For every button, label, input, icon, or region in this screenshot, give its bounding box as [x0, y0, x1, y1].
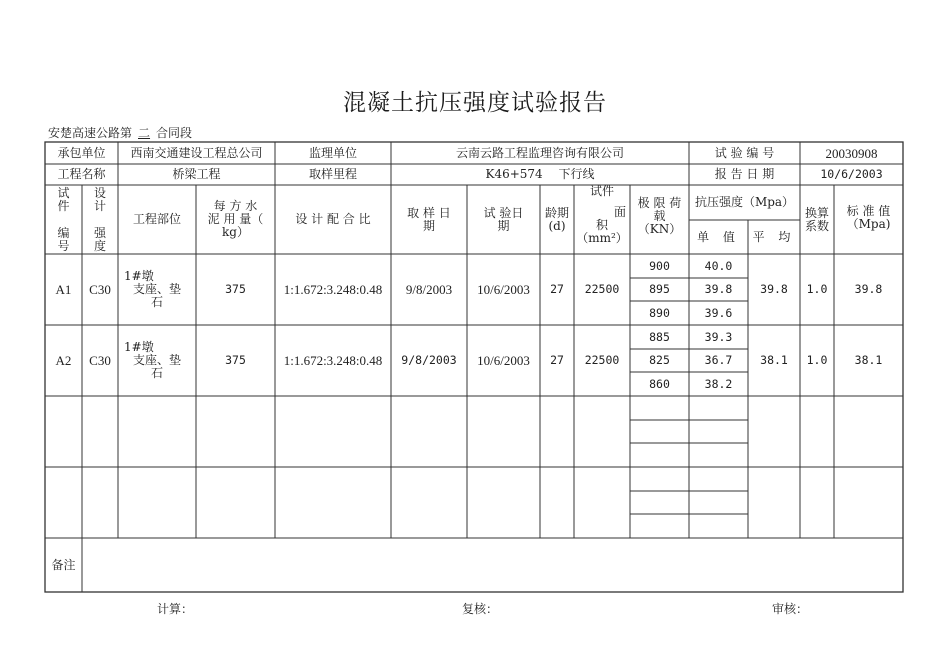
project-value: 桥梁工程: [172, 167, 221, 181]
header-cement: 每 方 水 泥 用 量（ kg）: [207, 199, 264, 239]
header-mix-ratio: 设 计 配 合 比: [295, 212, 371, 226]
row1-specimen: A1: [55, 282, 72, 297]
row1-cement: 375: [225, 282, 246, 296]
row1-average: 39.8: [760, 282, 788, 296]
report-date-value: 10/6/2003: [820, 167, 883, 181]
row1-load-2: 895: [649, 282, 670, 296]
test-no-value: 20030908: [825, 145, 878, 161]
row1-sample-date: 9/8/2003: [405, 282, 453, 297]
header-average: 平 均: [752, 229, 796, 244]
row1-load-1: 900: [649, 258, 670, 273]
header-age: 龄期 (d): [544, 205, 569, 233]
header-load: 极 限 荷 载 （KN）: [637, 196, 682, 236]
row2-load-2: 825: [649, 353, 670, 367]
row1-factor: 1.0: [806, 282, 828, 296]
row2-age: 27: [550, 353, 564, 367]
row2-specimen: A2: [55, 353, 72, 368]
row2-factor: 1.0: [806, 353, 828, 367]
footer-review: 审核：: [772, 602, 809, 616]
mileage-label: 取样里程: [308, 167, 357, 181]
row1-test-date: 10/6/2003: [477, 282, 530, 297]
row1-age: 27: [550, 282, 564, 296]
report-title: 混凝土抗压强度试验报告: [343, 90, 607, 116]
row2-area: 22500: [584, 353, 620, 367]
contract-suffix: 合同段: [156, 126, 193, 140]
contractor-value: 西南交通建设工程总公司: [130, 145, 263, 160]
row2-average: 38.1: [760, 353, 788, 367]
header-standard: 标 准 值 （Mpa): [846, 204, 891, 231]
row1-single-3: 39.6: [704, 305, 733, 320]
row1-grade: C30: [89, 282, 111, 297]
contract-section: 二: [138, 126, 151, 140]
row1-ratio: 1:1.672:3.248:0.48: [283, 282, 383, 297]
remarks-label: 备注: [51, 557, 76, 572]
project-label: 工程名称: [57, 167, 106, 181]
row1-load-3: 890: [649, 305, 670, 320]
row2-single-2: 36.7: [704, 353, 733, 367]
footer-calc: 计算：: [157, 602, 194, 616]
header-test-date: 试 验日 期: [483, 205, 524, 233]
row2-ratio: 1:1.672:3.248:0.48: [283, 353, 383, 368]
report-date-label: 报 告 日 期: [714, 167, 775, 181]
remarks-field[interactable]: [82, 538, 903, 592]
row2-test-date: 10/6/2003: [477, 353, 530, 368]
header-factor: 换算 系数: [804, 205, 829, 233]
row2-load-3: 860: [649, 376, 670, 391]
row2-single-3: 38.2: [704, 376, 733, 391]
row2-single-1: 39.3: [704, 329, 733, 344]
supervisor-value: 云南云路工程监理咨询有限公司: [455, 145, 624, 160]
row1-location: 1#墩 支座、垫 石: [124, 269, 181, 309]
header-specimen-no: 试 件 编 号: [57, 186, 70, 253]
test-no-label: 试 验 编 号: [714, 145, 775, 160]
contract-prefix: 安楚高速公路第: [48, 126, 133, 140]
mileage-value: K46+574 下行线: [485, 167, 595, 181]
row1-single-1: 40.0: [704, 258, 733, 273]
header-strength: 抗压强度（Mpa）: [694, 195, 795, 209]
row2-location: 1#墩 支座、垫 石: [124, 340, 181, 380]
header-area: 试件 面 积 （mm²）: [576, 184, 628, 245]
row1-area: 22500: [584, 282, 620, 296]
supervisor-label: 监理单位: [308, 145, 357, 160]
row1-single-2: 39.8: [704, 282, 733, 296]
header-single: 单 值: [697, 229, 740, 244]
footer-check: 复核：: [462, 602, 499, 616]
header-design-strength: 设 计 强 度: [93, 186, 106, 253]
header-sample-date: 取 样 日 期: [407, 205, 451, 233]
row1-standard: 39.8: [854, 282, 883, 296]
row2-cement: 375: [225, 353, 246, 367]
row2-grade: C30: [89, 353, 111, 368]
header-location: 工程部位: [132, 212, 181, 226]
row2-sample-date: 9/8/2003: [401, 353, 457, 367]
contractor-label: 承包单位: [57, 145, 106, 160]
row2-standard: 38.1: [854, 353, 883, 367]
row2-load-1: 885: [649, 329, 670, 344]
